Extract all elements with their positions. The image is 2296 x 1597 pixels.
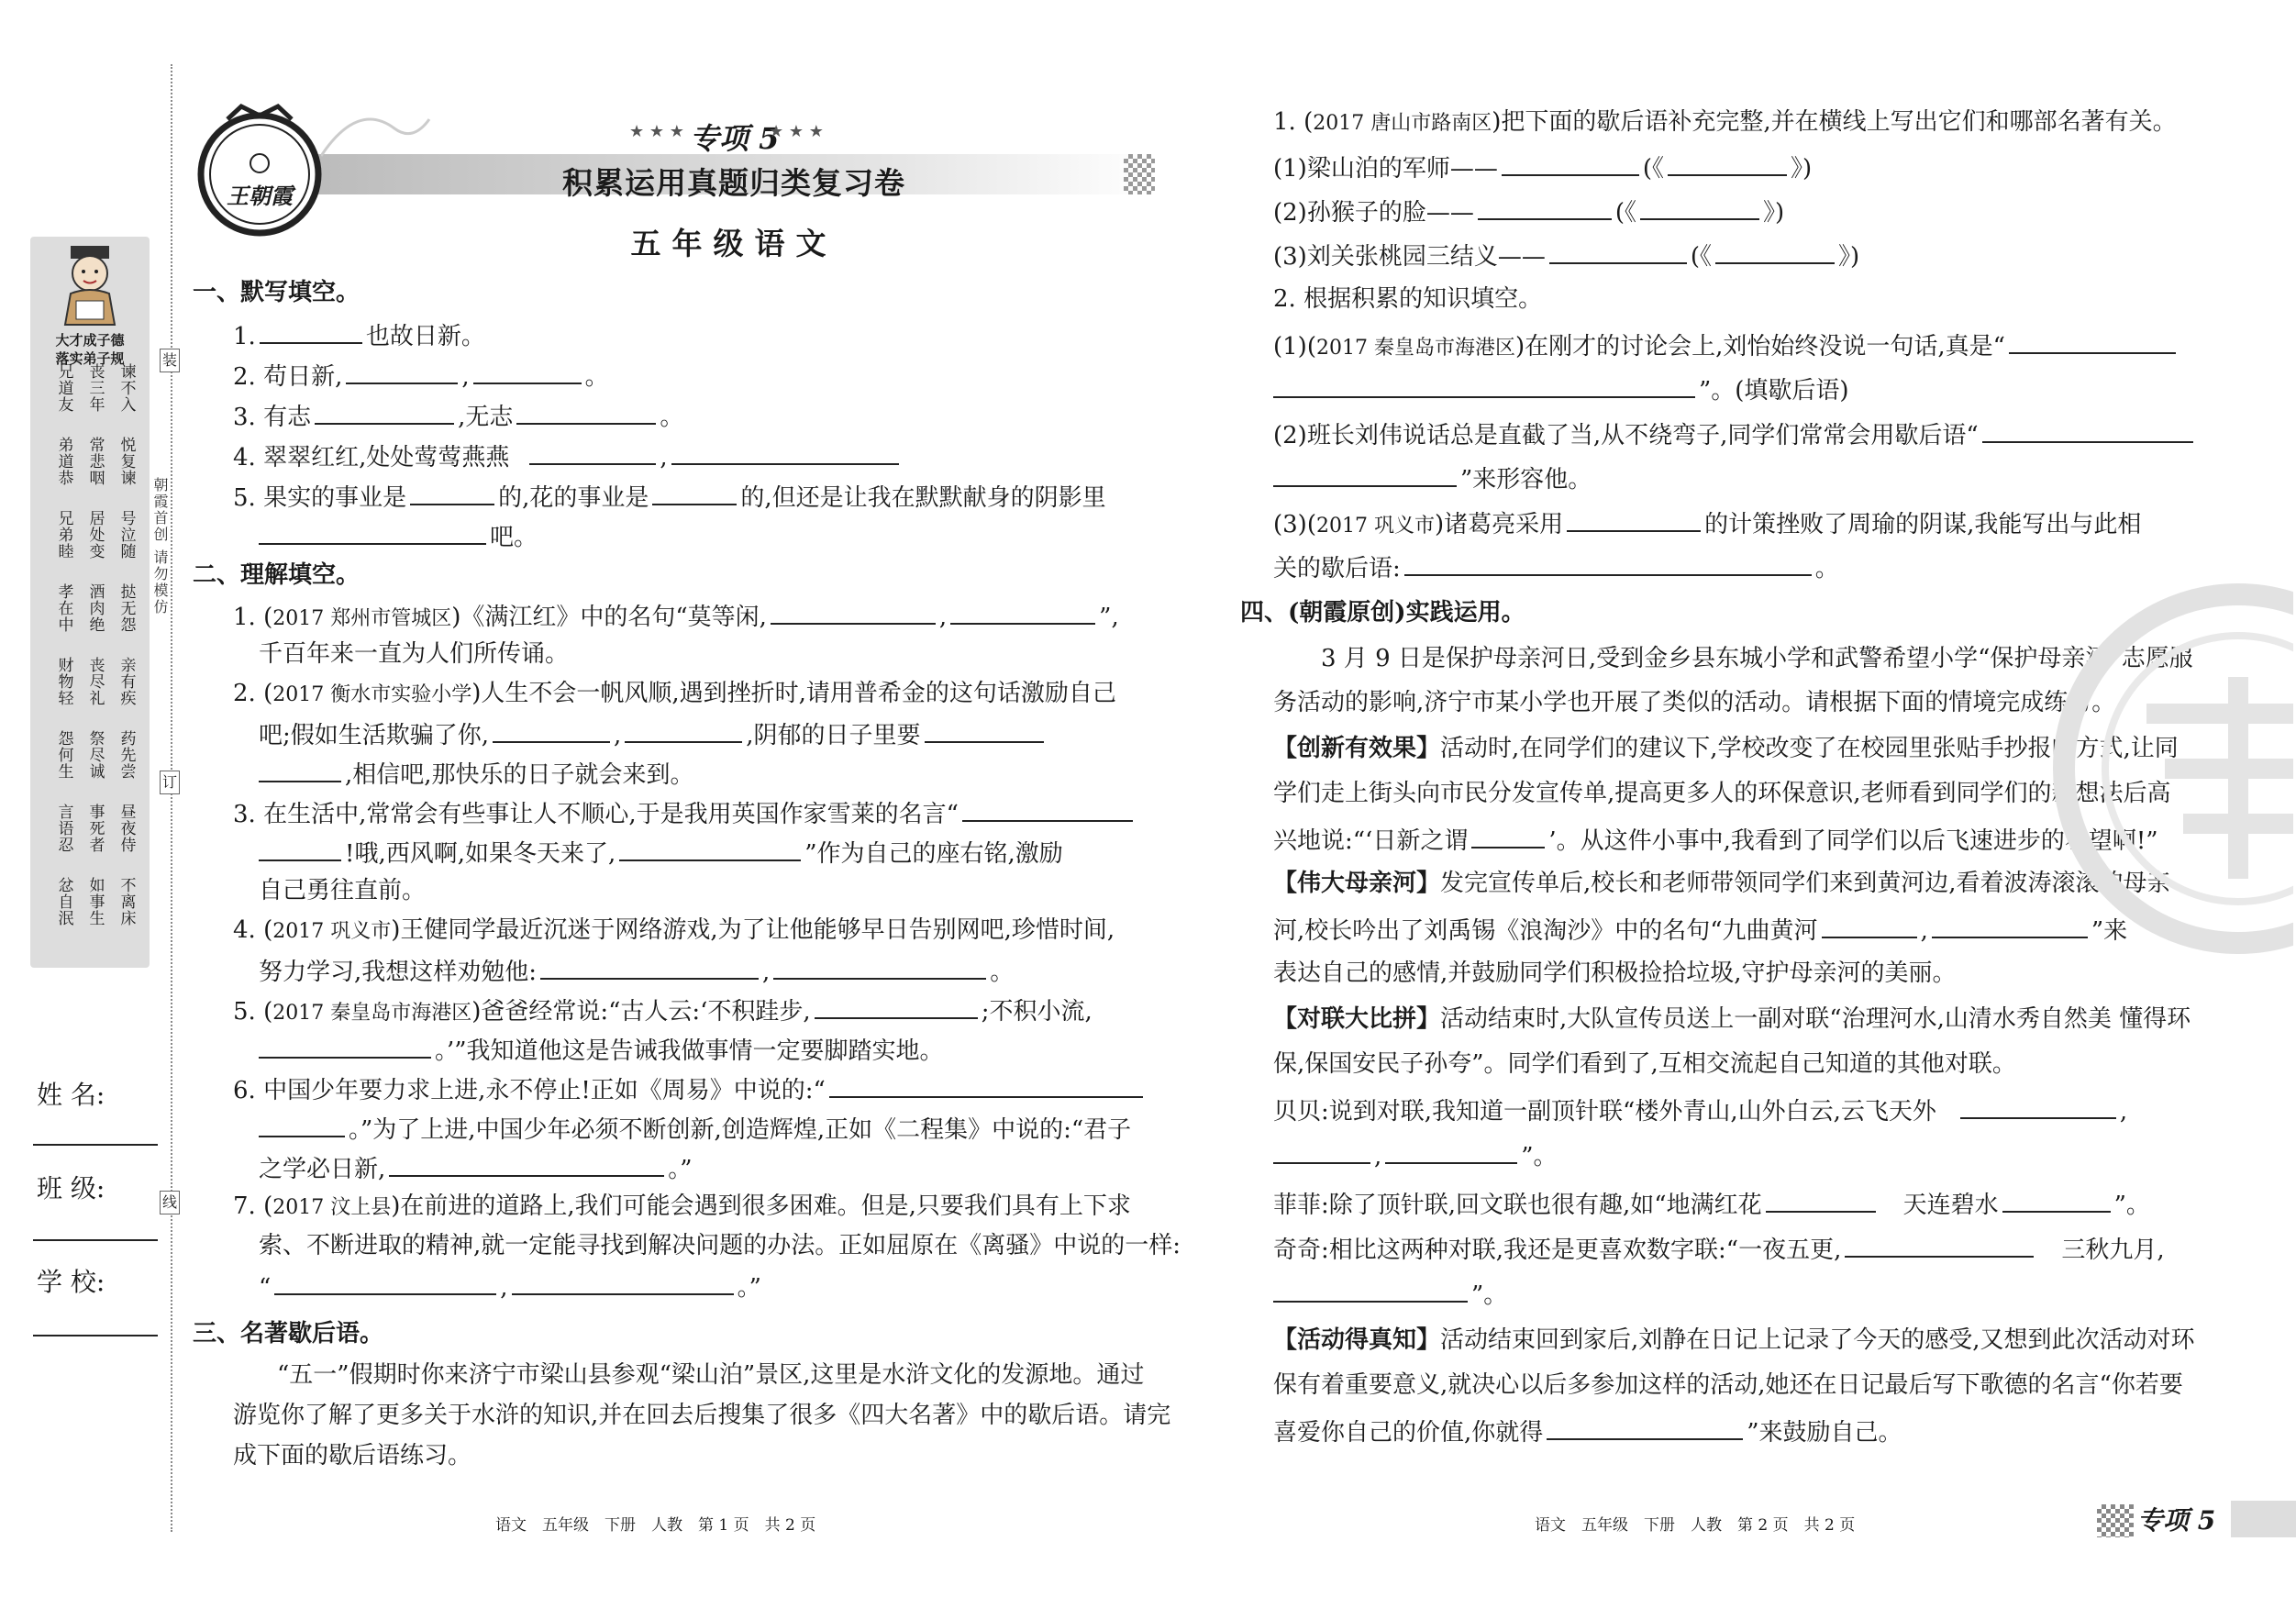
grade-subject-title: 五年级语文: [630, 226, 837, 261]
class-field[interactable]: [33, 1239, 158, 1241]
answer-blank[interactable]: [260, 322, 362, 344]
sidebar-motto-1: 大才成子德: [55, 332, 125, 349]
s2-q2-cont: 吧;假如生活欺骗了你, , ,阴郁的日子里要: [259, 721, 1048, 748]
sidebar-verse-column: 言 语 忍: [58, 804, 74, 855]
answer-blank[interactable]: [493, 721, 610, 743]
answer-blank[interactable]: [346, 362, 458, 384]
answer-blank[interactable]: [259, 839, 341, 861]
s3-paragraph-2: 游览你了解了更多关于水浒的知识,并在回去后搜集了很多《四大名著》中的歇后语。请完: [233, 1402, 1171, 1429]
sidebar-verse-column: 挞 无 怨: [120, 583, 137, 635]
answer-blank[interactable]: [410, 483, 494, 505]
answer-blank[interactable]: [1471, 826, 1545, 848]
corner-decoration: [2097, 1504, 2134, 1537]
special-label: 专项 5: [690, 121, 780, 156]
t2-line-1: 【伟大母亲河】发完宣传单后,校长和老师带领同学们来到黄河边,看着波涛滚滚的母亲: [1273, 870, 2171, 897]
answer-blank[interactable]: [1549, 242, 1687, 264]
sidebar-verse-column: 兄 道 友: [58, 363, 74, 415]
answer-blank[interactable]: [1547, 1418, 1743, 1440]
answer-blank[interactable]: [1478, 198, 1612, 220]
s2-q6-cont2: 之学必日新, 。”: [259, 1156, 693, 1183]
binding-mark-2: 订: [160, 771, 180, 794]
exam-title: 积累运用真题归类复习卷: [562, 165, 905, 201]
s1-q5-cont: 吧。: [259, 523, 538, 549]
sidebar-verse-column: 号 泣 随: [120, 510, 137, 561]
t4-line-1: 【活动得真知】活动结束回到家后,刘静在日记上记录了今天的感受,又想到此次活动对环: [1273, 1326, 2195, 1354]
s2-q4: 4. (2017 巩义市)王健同学最近沉迷于网络游戏,为了让他能够早日告别网吧,珍惜时间,: [233, 916, 1115, 944]
s1-q1: 1. 也故日新。: [233, 323, 485, 350]
s2-q2-cont2: ,相信吧,那快乐的日子就会来到。: [259, 760, 694, 787]
sidebar-verse-column: 酒 肉 绝: [89, 583, 105, 635]
s2-q3-cont2: 自己勇往直前。: [259, 877, 427, 904]
t3-line-2: 保,保国安民子孙夸”。同学们看到了,互相交流起自己知道的其他对联。: [1273, 1050, 2016, 1078]
t4-line-3: 喜爱你自己的价值,你就得 ”来鼓励自己。: [1273, 1419, 1902, 1447]
copyright-vertical: 朝霞首创 请勿模仿: [151, 477, 169, 616]
answer-blank[interactable]: [1385, 1142, 1517, 1164]
answer-blank[interactable]: [1715, 242, 1835, 264]
sidebar-verse-column: 弟 道 恭: [58, 437, 74, 488]
binding-mark-3: 线: [160, 1191, 180, 1214]
answer-blank[interactable]: [1960, 1097, 2116, 1119]
r-q2-3-cont: 关的歇后语: 。: [1273, 555, 1839, 582]
answer-blank[interactable]: [950, 603, 1095, 625]
sidebar-verse-column: 常 悲 咽: [89, 437, 105, 488]
answer-blank[interactable]: [925, 721, 1044, 743]
r-q2-1: (1)(2017 秦皇岛市海港区)在刚才的讨论会上,刘怡始终没说一句话,真是“: [1273, 332, 2180, 359]
r-q1-1: (1)梁山泊的军师—— (《 》): [1273, 155, 1813, 183]
t3-line-3: 贝贝:说到对联,我知道一副顶针联“楼外青山,山外白云,云飞天外 ,: [1273, 1098, 2128, 1126]
footer-right: 语文 五年级 下册 人教 第 2 页 共 2 页: [1535, 1516, 1856, 1535]
s2-q1-cont: 千百年来一直为人们所传诵。: [259, 640, 570, 668]
r-q2-3: (3)(2017 巩义市)诸葛亮采用 的计策挫败了周瑜的阴谋,我能写出与此相: [1273, 511, 2142, 538]
answer-blank[interactable]: [1845, 1236, 2034, 1258]
answer-blank[interactable]: [771, 603, 936, 625]
logo-text: 王朝霞: [227, 183, 293, 209]
answer-blank[interactable]: [1502, 154, 1639, 176]
s2-q6-cont: 。”为了上进,中国少年必须不断创新,创造辉煌,正如《二程集》中说的:“君子: [259, 1115, 1131, 1142]
s1-q4: 4. 翠翠红红,处处莺莺燕燕 ,: [233, 443, 903, 470]
sidebar-verse-column: 居 处 变: [89, 510, 105, 561]
answer-blank[interactable]: [625, 721, 742, 743]
sidebar-verse-column: 丧 尽 礼: [89, 657, 105, 708]
header-swoosh: [321, 92, 431, 165]
t2-line-2: 河,校长吟出了刘禹锡《浪淘沙》中的名句“九曲黄河 , ”来: [1273, 917, 2128, 945]
answer-blank[interactable]: [1822, 916, 1917, 938]
answer-blank[interactable]: [2002, 1191, 2111, 1213]
s2-q5-cont: 。’”我知道他这是告诫我做事情一定要脚踏实地。: [259, 1037, 944, 1063]
answer-blank[interactable]: [259, 760, 341, 782]
r-q1-3: (3)刘关张桃园三结义—— (《 》): [1273, 243, 1860, 271]
special-stars-left: ★ ★ ★: [629, 122, 684, 141]
answer-blank[interactable]: [619, 839, 801, 861]
r-q1-2: (2)孙猴子的脸—— (《 》): [1273, 199, 1785, 227]
s2-q3: 3. 在生活中,常常会有些事让人不顺心,于是我用英国作家雪莱的名言“: [233, 800, 1137, 826]
sidebar-verse-column: 亲 有 疾: [120, 657, 137, 708]
answer-blank[interactable]: [1640, 198, 1759, 220]
section-3-title: 三、名著歇后语。: [193, 1320, 384, 1347]
sidebar-verse-column: 孝 在 中: [58, 583, 74, 635]
special-stars-right: ★ ★ ★: [769, 122, 824, 141]
sidebar-verse-column: 悦 复 谏: [120, 437, 137, 488]
sidebar-verse-column: 事 死 者: [89, 804, 105, 855]
answer-blank[interactable]: [516, 403, 656, 425]
sidebar-verse-column: 忿 自 泯: [58, 877, 74, 928]
sidebar-verse-column: 如 事 生: [89, 877, 105, 928]
s2-q4-cont: 努力学习,我想这样劝勉他: , 。: [259, 959, 1015, 986]
answer-blank[interactable]: [1273, 1142, 1370, 1164]
sidebar-verse-column: 丧 三 年: [89, 363, 105, 415]
answer-blank[interactable]: [652, 483, 737, 505]
watermark-seal: [2027, 576, 2293, 961]
section-1-title: 一、默写填空。: [193, 279, 360, 306]
s1-q3: 3. 有志 ,无志 。: [233, 404, 684, 431]
s2-q1: 1. (2017 郑州市管城区)《满江红》中的名句“莫等闲, , ”,: [233, 604, 1119, 631]
name-field[interactable]: [33, 1144, 158, 1146]
answer-blank[interactable]: [773, 958, 986, 980]
scholar-illustration: [39, 244, 140, 327]
answer-blank[interactable]: [1766, 1191, 1876, 1213]
section-2-title: 二、理解填空。: [193, 561, 360, 589]
sidebar-verse-column: 祭 尽 诚: [89, 730, 105, 782]
r-q2: 2. 根据积累的知识填空。: [1273, 285, 1543, 313]
sidebar-verse-column: 财 物 轻: [58, 657, 74, 708]
r-q2-1-cont: ”。(填歇后语): [1273, 376, 1849, 403]
answer-blank[interactable]: [274, 1273, 496, 1295]
answer-blank[interactable]: [473, 362, 582, 384]
sidebar-motto-2: 落实弟子规: [55, 350, 125, 367]
class-label: 班 级:: [37, 1173, 105, 1203]
school-field[interactable]: [33, 1335, 158, 1336]
answer-blank[interactable]: [1982, 421, 2193, 443]
sidebar-verse-column: 兄 弟 睦: [58, 510, 74, 561]
s3-paragraph-3: 成下面的歇后语练习。: [233, 1442, 472, 1469]
school-label: 学 校:: [37, 1267, 105, 1297]
t1-line-1: 【创新有效果】活动时,在同学们的建议下,学校改变了在校园里张贴手抄报的方式,让同: [1273, 735, 2179, 762]
sidebar-verse-column: 谏 不 入: [120, 363, 137, 415]
answer-blank[interactable]: [1668, 154, 1787, 176]
answer-blank[interactable]: [1273, 465, 1457, 487]
answer-blank[interactable]: [259, 523, 486, 545]
t3-line-6: 奇奇:相比这两种对联,我还是更喜欢数字联:“一夜五更, 三秋九月,: [1273, 1237, 2165, 1264]
s1-q5: 5. 果实的事业是 的,花的事业是 的,但还是让我在默默献身的阴影里: [233, 484, 1106, 512]
answer-blank[interactable]: [540, 958, 759, 980]
answer-blank[interactable]: [2009, 332, 2176, 354]
logo-badge: [191, 103, 328, 240]
header-checker: [1124, 154, 1155, 194]
name-label: 姓 名:: [37, 1080, 105, 1110]
s4-paragraph-1: 3 月 9 日是保护母亲河日,受到金乡县东城小学和武警希望小学“保护母亲河”志愿服: [1321, 645, 2193, 672]
sidebar-verse-column: 怨 何 生: [58, 730, 74, 782]
answer-blank[interactable]: [1404, 554, 1812, 576]
binding-mark-1: 装: [160, 349, 180, 372]
sidebar-verse-column: 不 离 床: [120, 877, 137, 928]
answer-blank[interactable]: [259, 1115, 345, 1137]
sidebar-verse-column: 药 先 尝: [120, 730, 137, 782]
answer-blank[interactable]: [1273, 376, 1695, 398]
answer-blank[interactable]: [315, 403, 454, 425]
r-q2-2: (2)班长刘伟说话总是直截了当,从不绕弯子,同学们常常会用歇后语“: [1273, 421, 2197, 448]
s2-q7: 7. (2017 汶上县)在前进的道路上,我们可能会遇到很多困难。但是,只要我们具有上下求: [233, 1192, 1131, 1220]
s2-q5: 5. (2017 秦皇岛市海港区)爸爸经常说:“古人云:‘不积跬步, ;不积小流,: [233, 998, 1093, 1026]
t2-line-3: 表达自己的感情,并鼓励同学们积极捡拾垃圾,守护母亲河的美丽。: [1273, 959, 1957, 987]
s2-q6: 6. 中国少年要力求上进,永不停止!正如《周易》中说的:“: [233, 1076, 1147, 1103]
answer-blank[interactable]: [829, 1076, 1143, 1098]
corner-bar: [2231, 1501, 2296, 1537]
s1-q2: 2. 苟日新, , 。: [233, 363, 609, 391]
s2-q3-cont: !哦,西风啊,如果冬天来了, ”作为自己的座右铭,激励: [259, 839, 1063, 866]
answer-blank[interactable]: [529, 443, 656, 465]
s2-q7-cont: 索、不断进取的精神,就一定能寻找到解决问题的办法。正如屈原在《离骚》中说的一样:: [259, 1232, 1181, 1259]
s4-paragraph-2: 务活动的影响,济宁市某小学也开展了类似的活动。请根据下面的情境完成练习。: [1273, 689, 2116, 716]
t1-line-2: 学们走上街头向市民分发宣传单,提高更多人的环保意识,老师看到同学们的新想法后高: [1273, 780, 2171, 807]
t3-line-1: 【对联大比拼】活动结束时,大队宣传员送上一副对联“治理河水,山清水秀自然美 懂得环: [1273, 1005, 2191, 1033]
answer-blank[interactable]: [962, 800, 1133, 822]
r-q1: 1. (2017 唐山市路南区)把下面的歇后语补充完整,并在横线上写出它们和哪部名著有关。: [1273, 108, 2177, 136]
t1-line-3: 兴地说:“‘日新之谓 ’。从这件小事中,我看到了同学们以后飞速进步的希望啊!”: [1273, 827, 2158, 855]
binding-dotted-line: [171, 64, 172, 1532]
answer-blank[interactable]: [1567, 510, 1701, 532]
answer-blank[interactable]: [815, 997, 978, 1019]
answer-blank[interactable]: [389, 1155, 664, 1177]
t3-line-4: , ”。: [1273, 1142, 1558, 1169]
s3-paragraph-1: “五一”假期时你来济宁市梁山县参观“梁山泊”景区,这里是水浒文化的发源地。通过: [277, 1361, 1145, 1389]
r-q2-2-cont: ”来形容他。: [1273, 465, 1592, 492]
footer-left: 语文 五年级 下册 人教 第 1 页 共 2 页: [495, 1516, 816, 1535]
t4-line-2: 保有着重要意义,就决心以后多参加这样的活动,她还在日记最后写下歌德的名言“你若要: [1273, 1371, 2183, 1399]
t3-line-5: 菲菲:除了顶针联,回文联也很有趣,如“地满红花 天连碧水 ”。: [1273, 1192, 2150, 1219]
section-4-title: 四、(朝霞原创)实践运用。: [1240, 599, 1525, 627]
s2-q7-cont2: “ , 。”: [259, 1274, 761, 1302]
t3-line-7: ”。: [1273, 1281, 1507, 1307]
corner-special-label: 专项 5: [2137, 1505, 2216, 1536]
sidebar-verse-column: 昼 夜 侍: [120, 804, 137, 855]
answer-blank[interactable]: [259, 1037, 431, 1059]
answer-blank[interactable]: [512, 1273, 734, 1295]
answer-blank[interactable]: [671, 443, 899, 465]
s2-q2: 2. (2017 衡水市实验小学)人生不会一帆风顺,遇到挫折时,请用普希金的这句话激励自己: [233, 680, 1116, 707]
answer-blank[interactable]: [1273, 1281, 1468, 1303]
